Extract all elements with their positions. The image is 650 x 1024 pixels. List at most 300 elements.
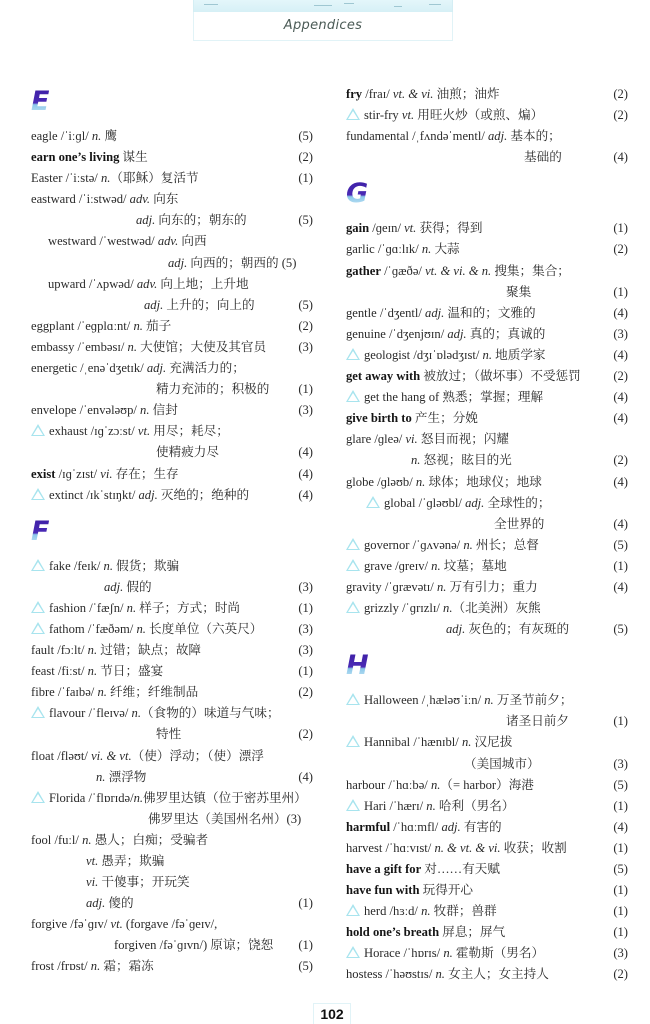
glossary-entry — [346, 408, 628, 429]
definition: 大蒜 — [431, 242, 460, 257]
part-of-speech: vt. & vi. — [392, 87, 434, 101]
definition: 州长；总督 — [472, 537, 539, 552]
letter-g-icon: G — [346, 178, 369, 210]
part-of-speech: adj. — [446, 622, 466, 637]
definition: 茄子 — [142, 318, 172, 333]
part-of-speech: n. — [90, 959, 101, 974]
glossary-entry — [346, 493, 628, 514]
entry-text — [346, 880, 473, 901]
new-word-triangle-icon — [31, 706, 45, 718]
entry-text — [48, 274, 249, 295]
entry-text — [346, 105, 543, 126]
glossary-entry-continuation — [31, 210, 313, 231]
entry-text — [346, 964, 549, 985]
entry-text — [31, 661, 163, 682]
pronunciation: /ˈdʒenjʊɪn/ — [385, 326, 448, 341]
entry-text — [31, 126, 117, 147]
unit-number: (5) — [298, 129, 313, 143]
pronunciation: /ˈhɑːvɪst/ — [382, 840, 435, 855]
part-of-speech: adj. — [465, 495, 485, 510]
unit-number: (5) — [298, 297, 313, 312]
pronunciation: /ˈdʒentl/ — [376, 305, 426, 320]
entry-text — [346, 901, 497, 922]
entry-text — [346, 732, 512, 753]
part-of-speech: adj. — [144, 297, 164, 312]
glossary-entry — [346, 556, 628, 577]
part-of-speech: adv. — [157, 234, 179, 249]
entry-text — [346, 239, 460, 260]
headword: have a gift for — [346, 862, 422, 876]
glossary-entry — [31, 556, 313, 577]
glossary-entry-continuation — [31, 809, 313, 830]
unit-number: (5) — [613, 777, 628, 792]
part-of-speech: n. — [126, 600, 137, 615]
entry-text — [346, 324, 545, 345]
headword: fibre — [31, 685, 55, 700]
page-section-title: Appendices — [283, 18, 363, 33]
definition: 佛罗里达（美国州名州）(3) — [148, 811, 302, 826]
part-of-speech: adv. — [136, 276, 158, 291]
glossary-entry — [31, 400, 313, 421]
pronunciation: /ˈenvələʊp/ — [76, 403, 141, 418]
definition: 霜；霜冻 — [100, 959, 154, 974]
definition: 精力充沛的；积极的 — [156, 382, 270, 397]
entry-text — [346, 817, 502, 838]
unit-number: (1) — [613, 284, 628, 299]
headword: envelope — [31, 403, 77, 418]
pronunciation: /fraɪ/ — [362, 87, 393, 101]
entry-text — [346, 303, 536, 324]
glossary-entry — [346, 429, 628, 450]
definition: 有害的 — [460, 819, 502, 834]
part-of-speech: adj. — [441, 819, 461, 834]
unit-number: (4) — [613, 390, 628, 405]
definition: 全球性的； — [484, 495, 551, 510]
part-of-speech: adj. — [488, 129, 508, 144]
pronunciation: /ˌfʌndəˈmentl/ — [408, 129, 488, 144]
definition: 向西的；朝西的 (5) — [187, 255, 297, 270]
part-of-speech: n. — [415, 474, 426, 489]
definition: 假的 — [123, 579, 152, 594]
unit-number: (2) — [298, 727, 313, 742]
unit-number: (3) — [298, 339, 313, 354]
unit-number: (1) — [613, 221, 628, 236]
glossary-entry — [31, 914, 313, 935]
unit-number: (2) — [613, 242, 628, 257]
entry-text — [31, 337, 266, 358]
definition: （耶稣）复活节 — [110, 171, 199, 186]
headword: forgive — [31, 917, 68, 932]
glossary-entry-continuation — [31, 253, 313, 274]
part-of-speech: adj. — [425, 305, 445, 320]
glossary-entry — [346, 535, 628, 556]
part-of-speech: vi. — [100, 466, 113, 481]
headword: gain — [346, 221, 370, 236]
entry-text — [114, 935, 273, 956]
unit-number: (2) — [298, 685, 313, 700]
glossary-entry — [346, 901, 628, 922]
glossary-entry — [346, 366, 628, 387]
letter-e-icon: E — [31, 86, 50, 117]
section-letter-heading — [31, 514, 313, 556]
glossary-entry — [346, 859, 628, 880]
pronunciation: /frɒst/ — [54, 959, 91, 974]
entry-text — [346, 472, 542, 493]
unit-number: (1) — [613, 883, 628, 898]
glossary-entry-continuation — [31, 935, 313, 956]
page-number: 102 — [313, 1003, 351, 1024]
unit-number: (5) — [613, 622, 628, 637]
unit-number: (1) — [298, 938, 313, 953]
part-of-speech: vi. — [86, 875, 99, 890]
glossary-entry — [31, 274, 313, 295]
definition: 诸圣日前夕 — [506, 714, 569, 729]
unit-number: (4) — [298, 769, 313, 784]
entry-text — [156, 379, 269, 400]
part-of-speech: n. — [443, 601, 453, 616]
entry-text — [346, 387, 543, 408]
part-of-speech: n. — [87, 664, 98, 679]
glossary-entry — [346, 239, 628, 260]
definition: 霍勒斯（男名） — [452, 946, 545, 961]
unit-number: (2) — [298, 150, 313, 165]
definition: 熟悉；掌握；理解 — [442, 390, 544, 405]
definition: 牧群；兽群 — [430, 904, 497, 919]
definition: 存在；生存 — [112, 466, 179, 481]
entry-text — [31, 316, 171, 337]
headword: embassy — [31, 339, 75, 354]
pronunciation: /ˈfaɪbə/ — [54, 685, 98, 700]
entry-text — [346, 261, 570, 282]
glossary-entry-continuation — [31, 724, 313, 745]
definition: 坟墓；墓地 — [440, 558, 507, 573]
pronunciation: /ɡləʊb/ — [373, 474, 416, 489]
glossary-entry — [31, 788, 313, 809]
entry-text — [346, 345, 546, 366]
glossary-entry — [31, 956, 313, 977]
part-of-speech: adj. — [168, 255, 188, 270]
definition: 聚集 — [506, 284, 532, 299]
entry-text — [31, 746, 264, 767]
headword: westward — [48, 234, 97, 249]
headword: Florida — [49, 790, 86, 805]
pronunciation: /ɪɡˈzɔːst/ — [87, 424, 138, 439]
headword: harbour — [346, 777, 386, 792]
unit-number: (2) — [613, 87, 628, 101]
unit-number: (1) — [613, 904, 628, 919]
pronunciation: /ɡreɪv/ — [391, 558, 432, 573]
entry-text — [31, 189, 178, 210]
glossary-entry-continuation — [346, 619, 628, 640]
pronunciation: /ˈhɑːmfl/ — [390, 819, 442, 834]
entry-text — [346, 577, 538, 598]
glossary-entry-continuation — [346, 282, 628, 303]
glossary-entry — [31, 619, 313, 640]
unit-number: (5) — [298, 959, 313, 974]
unit-number: (4) — [613, 305, 628, 320]
glossary-entry — [31, 358, 313, 379]
pronunciation: /ˈfleɪvə/ — [85, 706, 132, 721]
glossary-entry-continuation — [31, 442, 313, 463]
headword: Horace — [364, 946, 401, 961]
part-of-speech: adj. — [447, 326, 467, 341]
headword: gentle — [346, 305, 377, 320]
headword: fake — [49, 558, 71, 573]
part-of-speech: n. — [421, 242, 432, 257]
pronunciation: /ɪɡˈzɪst/ — [55, 466, 101, 481]
unit-number: (4) — [298, 466, 313, 481]
new-word-triangle-icon — [31, 601, 45, 613]
headword: fool — [31, 832, 52, 847]
glossary-entry — [31, 830, 313, 851]
pronunciation: /fuːl/ — [51, 832, 83, 847]
glossary-entry — [346, 577, 628, 598]
entry-text — [346, 943, 544, 964]
entry-text — [31, 485, 249, 506]
unit-number: (3) — [298, 403, 313, 418]
entry-text — [346, 556, 507, 577]
unit-number: (3) — [298, 643, 313, 658]
part-of-speech: n. — [103, 558, 113, 573]
glossary-entry-continuation — [31, 295, 313, 316]
entry-text — [31, 421, 229, 442]
definition: 玩得开心 — [422, 883, 474, 898]
part-of-speech: vi. — [405, 432, 418, 447]
part-of-speech: adj. — [146, 361, 167, 376]
part-of-speech: n. — [430, 777, 441, 792]
definition: 汉尼拔 — [471, 735, 513, 750]
entry-text — [31, 619, 262, 640]
pronunciation: /feɪk/ — [70, 558, 104, 573]
definition: 节日；盛宴 — [97, 664, 164, 679]
unit-number: (1) — [298, 600, 313, 615]
definition: 过错；缺点；故障 — [97, 643, 202, 658]
headword: eastward — [31, 192, 76, 207]
definition: 全世界的 — [494, 516, 545, 531]
unit-number: (4) — [613, 516, 628, 531]
entry-text — [346, 429, 509, 450]
definition: 灰色的；有灰斑的 — [465, 622, 570, 637]
unit-number: (1) — [613, 925, 628, 940]
definition: 收获；收割 — [500, 840, 567, 855]
new-word-triangle-icon — [346, 601, 360, 613]
part-of-speech: vt. — [110, 917, 123, 932]
glossary-entry — [31, 703, 313, 724]
pronunciation: /ɡeɪn/ — [369, 221, 405, 236]
glossary-entry — [346, 472, 628, 493]
glossary-entry — [31, 421, 313, 442]
definition: （食物的）味道与气味； — [141, 706, 280, 721]
pronunciation: /ˈɡʌvənə/ — [409, 537, 464, 552]
part-of-speech: vi. & vt. — [91, 748, 132, 763]
pronunciation: /fəˈɡɪv/ — [67, 917, 111, 932]
entry-text — [31, 358, 245, 379]
part-of-speech: n. — [463, 537, 473, 552]
definition: 产生；分娩 — [414, 411, 478, 426]
part-of-speech: n. — [431, 558, 441, 573]
part-of-speech: adj. — [138, 487, 158, 502]
part-of-speech: adj. — [104, 579, 124, 594]
part-of-speech: n. — [100, 171, 111, 186]
glossary-entry-continuation — [31, 872, 313, 893]
part-of-speech: n. — [426, 798, 436, 813]
unit-number: (2) — [613, 369, 628, 384]
entry-text — [346, 218, 482, 239]
entry-text — [104, 577, 152, 598]
definition: 假货；欺骗 — [113, 558, 180, 573]
unit-number: (2) — [298, 318, 313, 333]
pronunciation: /ˈhænɪbl/ — [410, 735, 462, 750]
definition: 谋生 — [122, 150, 148, 165]
headword: fashion — [49, 600, 87, 615]
definition: 女主人；女主持人 — [444, 967, 549, 982]
letter-h-icon: H — [346, 650, 369, 682]
glossary-entry — [346, 796, 628, 817]
entry-text — [144, 295, 255, 316]
entry-text — [31, 464, 179, 485]
glossary-entry — [31, 126, 313, 147]
unit-number: (4) — [298, 487, 313, 502]
definition: 向东的；朝东的 — [155, 213, 247, 228]
glossary-entry — [346, 598, 628, 619]
definition: 信封 — [149, 403, 178, 418]
entry-text — [346, 859, 500, 880]
unit-number: (1) — [298, 382, 313, 397]
headword: extinct — [49, 487, 84, 502]
glossary-entry — [346, 775, 628, 796]
definition: （使）浮动；（使）漂浮 — [131, 748, 264, 763]
unit-number: (3) — [613, 946, 628, 961]
glossary-entry-continuation — [31, 767, 313, 788]
pronunciation: /ˈwestwəd/ — [96, 234, 158, 249]
pronunciation: /ˈɡɑːlɪk/ — [374, 242, 422, 257]
entry-text — [446, 619, 569, 640]
definition: 傻的 — [105, 896, 134, 911]
glossary-entry — [346, 387, 628, 408]
glossary-entry — [31, 661, 313, 682]
definition: 基础的 — [524, 150, 562, 165]
entry-text — [31, 168, 199, 189]
new-word-triangle-icon — [31, 622, 45, 634]
glossary-entry — [31, 464, 313, 485]
entry-text — [346, 598, 541, 619]
headword: harmful — [346, 819, 391, 834]
glossary-entry-continuation — [346, 514, 628, 535]
new-word-triangle-icon — [346, 904, 360, 916]
headword: Hannibal — [364, 735, 411, 750]
definition: 温和的；文雅的 — [444, 305, 536, 320]
headword: fry — [346, 87, 363, 101]
glossary-entry — [346, 303, 628, 324]
part-of-speech: adv. — [129, 192, 151, 207]
definition: 真的；真诚的 — [466, 326, 546, 341]
pronunciation: /ˈɡæðə/ — [380, 263, 426, 278]
headword: hold one’s breath — [346, 925, 440, 940]
headword: Easter — [31, 171, 63, 186]
headword: Halloween — [364, 693, 419, 708]
pronunciation: /ˈhærɪ/ — [386, 798, 427, 813]
new-word-triangle-icon — [31, 559, 45, 571]
new-word-triangle-icon — [346, 108, 360, 120]
unit-number: (1) — [613, 798, 628, 813]
glossary-entry — [346, 880, 628, 901]
glossary-entry-continuation — [31, 577, 313, 598]
part-of-speech: n. — [91, 129, 102, 143]
entry-text — [31, 703, 280, 724]
part-of-speech: n. — [133, 790, 144, 805]
headword: earn one’s living — [31, 150, 120, 165]
pronunciation: /ˈhɑːbə/ — [385, 777, 431, 792]
new-word-triangle-icon — [346, 559, 360, 571]
new-word-triangle-icon — [346, 390, 360, 402]
headword: glare — [346, 432, 372, 447]
definition: 怒目而视；闪耀 — [417, 432, 510, 447]
glossary-entry — [346, 817, 628, 838]
entry-text — [31, 830, 208, 851]
entry-text — [31, 556, 179, 577]
pronunciation: /ˈflɒrɪdə/ — [85, 790, 134, 805]
headword: float — [31, 748, 55, 763]
definition: 大使馆；大使及其官员 — [137, 339, 267, 354]
headword: energetic — [31, 361, 77, 376]
headword: flavour — [49, 706, 86, 721]
entry-text — [86, 893, 134, 914]
headword: eagle — [31, 129, 58, 143]
definition: 纤维；纤维制品 — [106, 685, 199, 700]
headword: hostess — [346, 967, 383, 982]
definition: 鹰 — [101, 129, 118, 143]
unit-number: (4) — [613, 474, 628, 489]
definition: 愚人；白痴；受骗者 — [91, 832, 209, 847]
part-of-speech: n. — [96, 769, 106, 784]
entry-text — [31, 682, 198, 703]
definition: 上升的；向上的 — [163, 297, 255, 312]
entry-text — [494, 514, 544, 535]
headword: exhaust — [49, 424, 88, 439]
definition: 向上地；上升地 — [157, 276, 249, 291]
definition: 使精疲力尽 — [156, 445, 219, 460]
pronunciation: /ɡleə/ — [371, 432, 406, 447]
pronunciation: /ˌhæləʊˈiːn/ — [418, 693, 485, 708]
entry-text — [346, 690, 572, 711]
pronunciation: /hɜːd/ — [386, 904, 422, 919]
entry-text — [31, 598, 240, 619]
part-of-speech: n. & vt. & vi. — [434, 840, 501, 855]
part-of-speech: n. — [127, 339, 137, 354]
glossary-entry — [346, 126, 628, 147]
glossary-entry — [31, 189, 313, 210]
headword: globe — [346, 474, 374, 489]
section-letter-heading — [346, 176, 628, 218]
pronunciation: /fiːst/ — [54, 664, 88, 679]
definition: 用尽；耗尽； — [150, 424, 229, 439]
new-word-triangle-icon — [346, 946, 360, 958]
new-word-triangle-icon — [31, 791, 45, 803]
pronunciation: /ˈɡləʊbl/ — [415, 495, 466, 510]
entry-text — [366, 493, 550, 514]
definition: 万有引力；重力 — [446, 579, 538, 594]
section-letter-heading — [31, 84, 313, 126]
glossary-entry — [346, 964, 628, 985]
glossary-entry — [31, 168, 313, 189]
definition: 特性 — [156, 727, 182, 742]
pronunciation: /ˈhəʊstɪs/ — [382, 967, 436, 982]
headword: get away with — [346, 369, 421, 384]
definition: （= harbor）海港 — [440, 777, 534, 792]
new-word-triangle-icon — [366, 496, 380, 508]
pronunciation: /ˈembəsɪ/ — [74, 339, 128, 354]
entry-text — [524, 147, 562, 168]
